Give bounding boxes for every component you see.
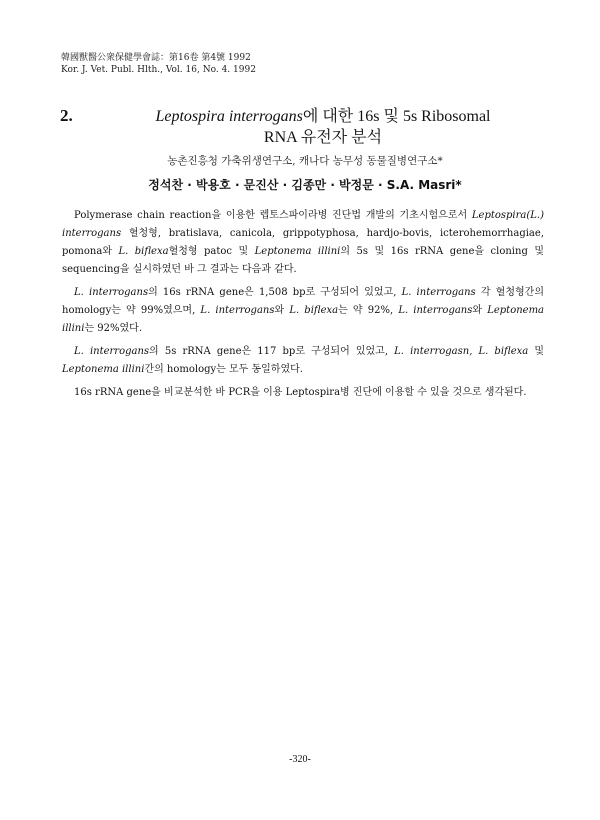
text-run: 16s rRNA gene을 비교분석한 바 PCR을 이용 Leptospira병 진단에 이용할 수 있을 것으로 생각된다. xyxy=(74,387,527,398)
journal-header xyxy=(61,52,256,76)
abstract-body xyxy=(62,207,544,407)
text-run: 혈청형, bratislava, canicola, grippotyphosa, hardjo-bovis, icterohemorrhagiae, pomona와 xyxy=(62,228,544,257)
page-number: -320- xyxy=(289,754,311,765)
text-run: 각 혈청형간의 homology는 약 99%였으며, xyxy=(62,287,544,316)
species-name: Leptonema illini xyxy=(62,305,545,334)
species-name: L. interrogasn, L. biflexa xyxy=(394,346,529,357)
title-line-2: RNA 유전자 분석 xyxy=(263,129,383,146)
text-run: 와 xyxy=(472,305,488,316)
text-run: 혈청형 patoc 및 xyxy=(168,246,255,257)
species-name: L. interrogans xyxy=(401,287,476,298)
text-run: 의 5s 및 16s rRNA gene을 cloning 및 sequencing을 실시하였던 바 그 결과는 다음과 같다. xyxy=(62,246,544,275)
paragraph-4 xyxy=(62,384,544,402)
text-run: 와 xyxy=(274,305,290,316)
species-name: L. interrogans xyxy=(74,287,149,298)
species-name: Leptospira(L.) interrogans xyxy=(62,210,544,239)
text-run: 간의 homology는 모두 동일하였다. xyxy=(144,364,303,375)
paragraph-2 xyxy=(62,284,544,338)
species-name: L. biflexa xyxy=(289,305,339,316)
affiliation: 농촌진흥청 가축위생연구소, 캐나다 농무성 동물질병연구소* xyxy=(167,155,443,167)
text-run: 는 92%였다. xyxy=(84,323,143,334)
species-name: L. interrogans xyxy=(200,305,275,316)
species-name: Leptonema illini xyxy=(62,364,145,375)
text-run: 는 약 92%, xyxy=(338,305,399,316)
species-name: L. biflexa xyxy=(118,246,169,257)
journal-name-english: Kor. J. Vet. Publ. Hlth., Vol. 16, No. 4. 1992 xyxy=(61,65,256,75)
species-name: L. interrogans xyxy=(74,346,150,357)
title-line-1-rest: 에 대한 16s 및 5s Ribosomal xyxy=(302,108,491,125)
title-line-1 xyxy=(118,106,528,127)
article-number: 2. xyxy=(60,106,73,125)
article-title xyxy=(118,106,528,148)
text-run: 의 5s rRNA gene은 117 bp로 구성되어 있었고, xyxy=(149,346,395,357)
paragraph-1 xyxy=(62,207,544,279)
paragraph-3 xyxy=(62,343,544,379)
text-run: 및 xyxy=(528,346,545,357)
authors: 정석찬 · 박용호 · 문진산 · 김종만 · 박정문 · S.A. Masri* xyxy=(148,178,462,192)
journal-name-korean: 韓國獸醫公衆保健學會誌：第16卷 第4號 1992 xyxy=(61,53,251,63)
species-name: L. interrogans xyxy=(398,305,473,316)
species-name: Leptonema illini xyxy=(254,246,341,257)
title-species-name: Leptospira interrogans xyxy=(155,108,303,125)
text-run: 의 16s rRNA gene은 1,508 bp로 구성되어 있었고, xyxy=(148,287,402,298)
text-run: Polymerase chain reaction을 이용한 렙토스파이라병 진단법 개발의 기초시험으로서 xyxy=(74,210,472,221)
